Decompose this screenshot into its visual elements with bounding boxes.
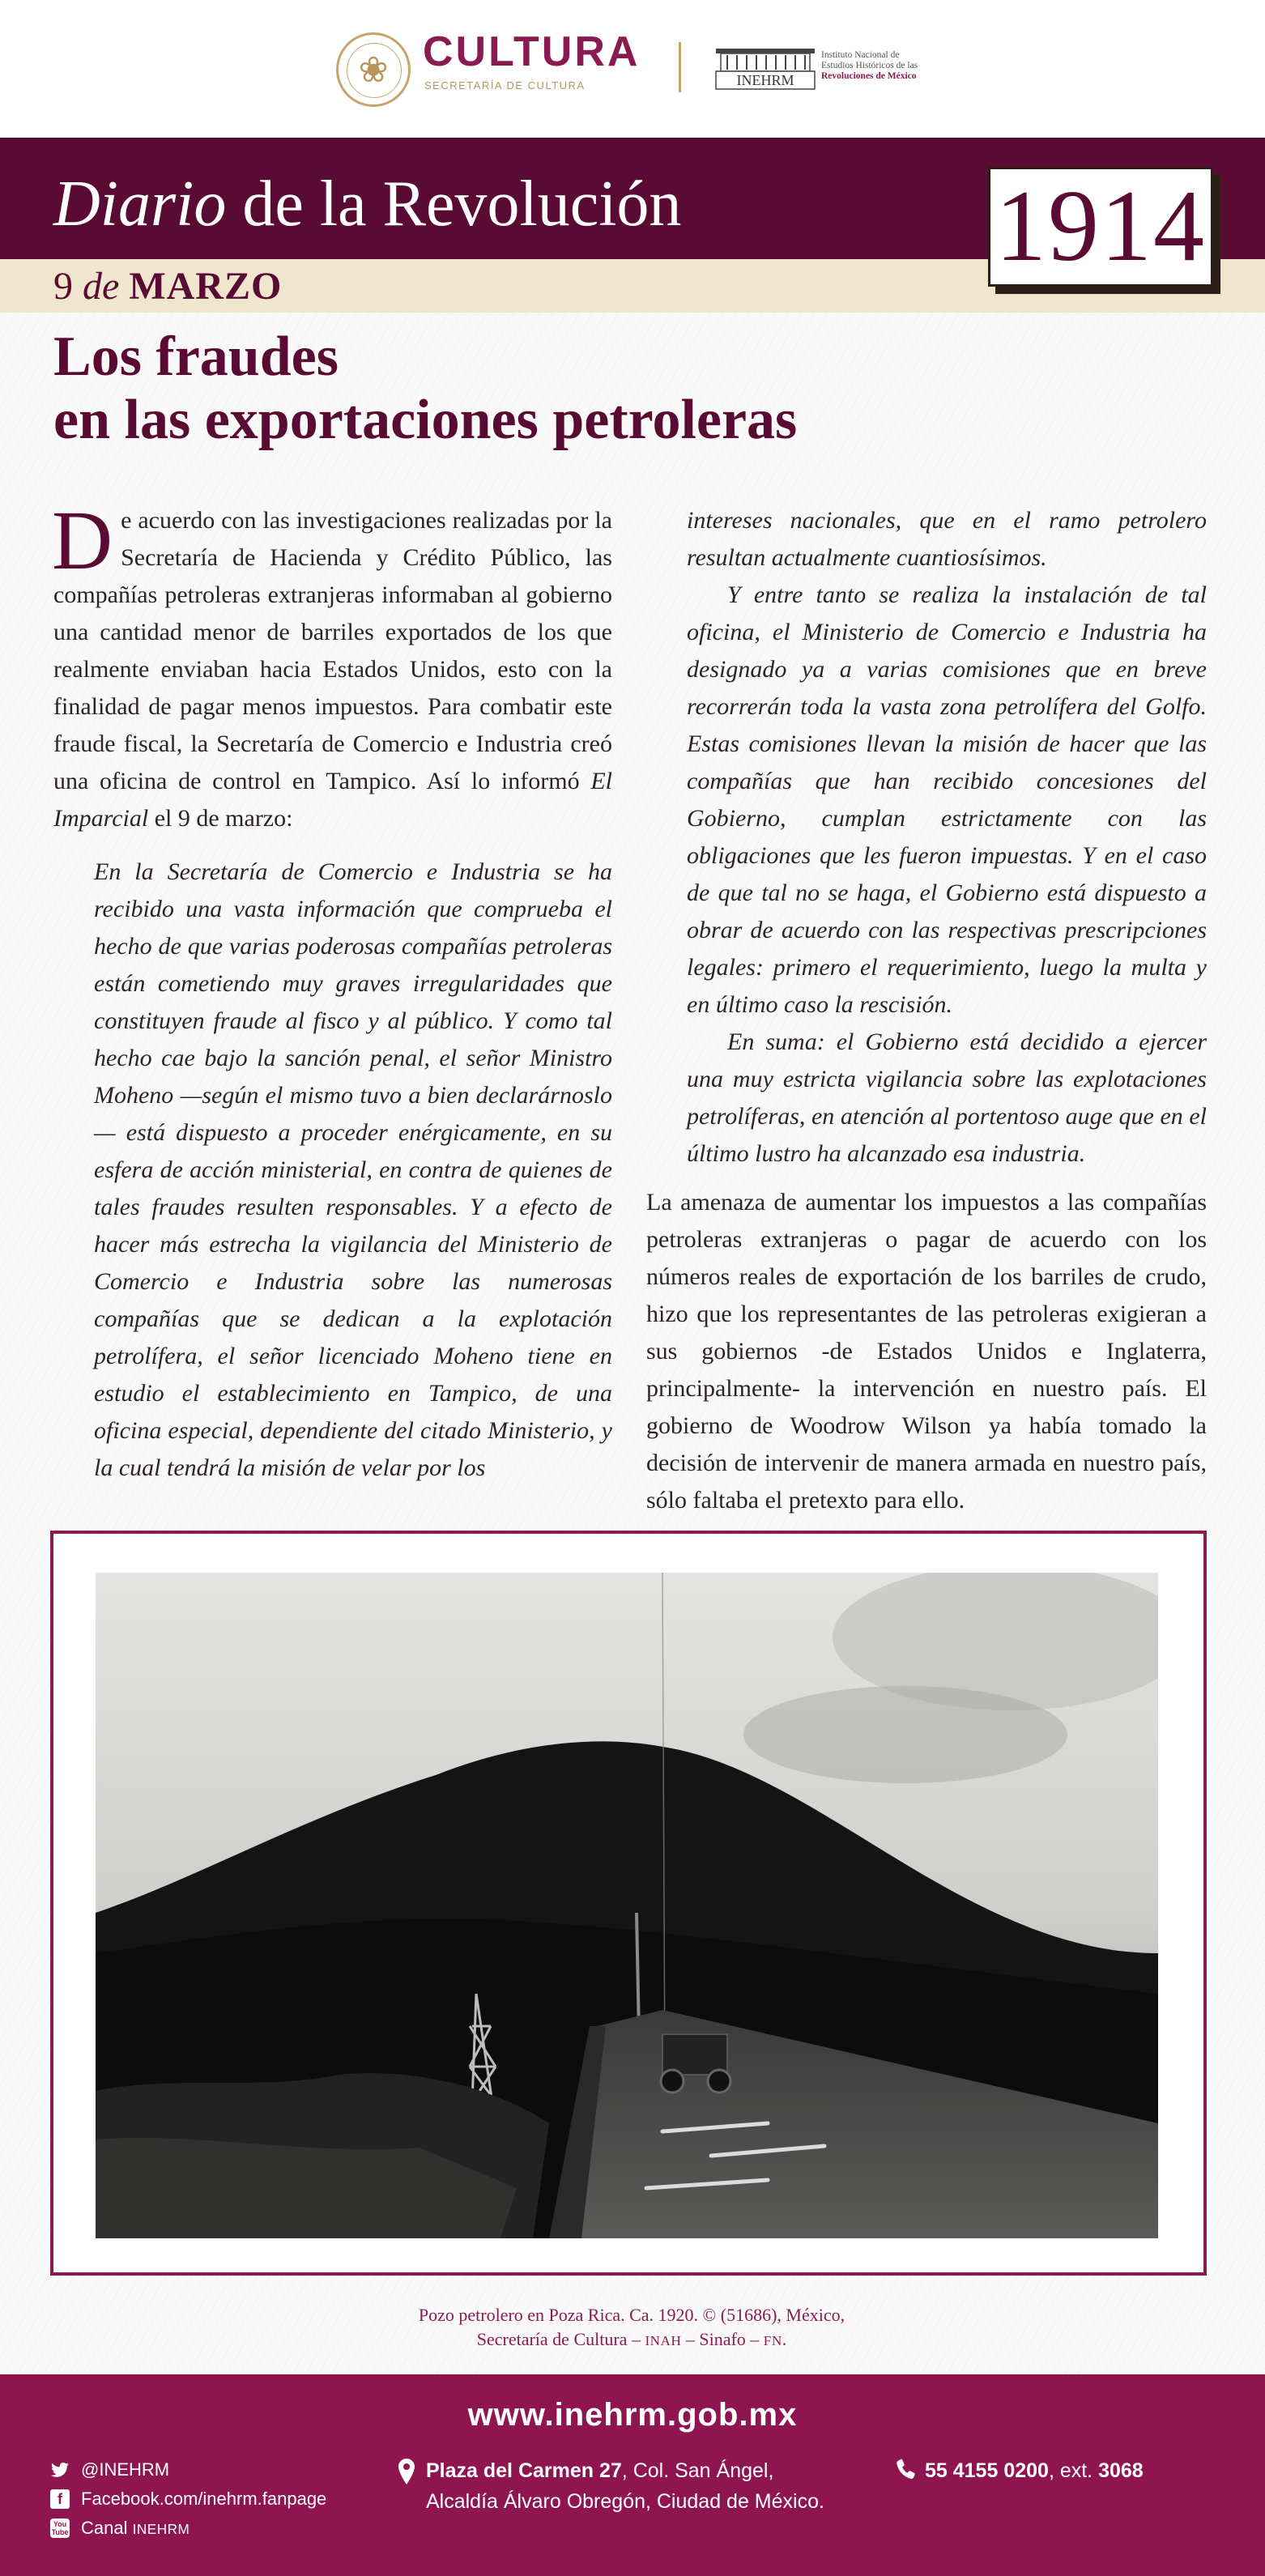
year-badge: 1914	[988, 167, 1213, 287]
quote-paragraph: Y entre tanto se realiza la instalación de tal oficina, el Ministerio de Comercio e Industria ha designado ya a varias comisiones que en breve recorrerán toda la vasta zona petrolífera del Golfo. Estas comisiones llevan la misión de hacer que las compañías que han recibido concesiones del Gobierno, cumplan estrictamente con las obligaciones que les fueron impuestas. Y en el caso de que tal no se haga, el Gobierno está dispuesto a obrar de acuerdo con las respectivas prescripciones legales: primero el requerimiento, luego la multa y en último caso la rescisión.	[687, 581, 1207, 1018]
facebook-link[interactable]: f Facebook.com/inehrm.fanpage	[50, 2484, 326, 2514]
logo-header	[0, 0, 1265, 138]
quote-paragraph: En la Secretaría de Comercio e Industria se ha recibido una vasta información que comprueba el hecho de que varias poderosas compañías petroleras están cometiendo muy graves irregularidades que constituyen fraude al fisco y al público. Y como tal hecho cae bajo la sanción penal, el señor Ministro Moheno —según el mismo tuvo a bien declarárnoslo— está dispuesto a proceder enérgicamente, en su esfera de acción ministerial, en contra de quienes de tales fraudes resulten responsables. Y a efecto de hacer más estrecha la vigilancia del Ministerio de Comercio e Industria sobre las numerosas compañías que se dedican a la explotación petrolífera, el señor licenciado Moheno tiene en estudio el establecimiento en Tampico, de una oficina especial, dependiente del citado Ministerio, y la cual tendrá la misión de velar por los	[94, 858, 612, 1481]
national-seal-icon: ❀	[336, 32, 411, 107]
svg-text:INEHRM: INEHRM	[736, 72, 794, 88]
quote-paragraph: En suma: el Gobierno está decidido a ejercer una muy estricta vigilancia sobre las explotaciones petrolíferas, en atención al portentoso auge que en el último lustro ha alcanzado esa industria.	[687, 1028, 1207, 1167]
diario-title: Diario de la Revolución	[53, 168, 682, 240]
location-pin-icon	[398, 2459, 415, 2484]
website-link[interactable]: www.inehrm.gob.mx	[467, 2397, 798, 2433]
inehrm-logo-text: Instituto Nacional de Estudios Históricos de las Revoluciones de México	[821, 50, 918, 81]
twitter-bird-icon	[50, 2460, 70, 2480]
article-headline: Los fraudes en las exportaciones petroleras	[53, 326, 798, 451]
phone-icon	[896, 2459, 915, 2481]
footer	[0, 2374, 1265, 2576]
quote-paragraph: intereses nacionales, que en el ramo petrolero resultan actualmente cuantiosísimos.	[687, 507, 1207, 571]
photo-caption: Pozo petrolero en Poza Rica. Ca. 1920. © (51686), México, Secretaría de Cultura – INAH – Sinafo – FN.	[418, 2305, 845, 2349]
phone-number[interactable]: 55 4155 0200, ext. 3068	[925, 2455, 1144, 2486]
article-column-right	[646, 502, 1207, 1519]
oil-well-photo	[96, 1573, 1158, 2238]
intro-paragraph: De acuerdo con las investigaciones realizadas por la Secretaría de Hacienda y Crédito Público, las compañías petroleras extranjeras informaban al gobierno una cantidad menor de barriles exportados de los que realmente enviaban hacia Estados Unidos, esto con la finalidad de pagar menos impuestos. Para combatir este fraude fiscal, la Secretaría de Comercio e Industria creó una oficina de control en Tampico. Así lo informó El Imparcial el 9 de marzo:	[52, 494, 612, 832]
cultura-logo-text: CULTURA	[423, 28, 641, 75]
closing-paragraph: La amenaza de aumentar los impuestos a las compañías petroleras extranjeras o pagar de acuerdo con los números reales de exportación de los barriles de crudo, hizo que los representantes de las petroleras exigieran a sus gobiernos -de Estados Unidos e Inglaterra, principalmente- la intervención en nuestro país. El gobierno de Woodrow Wilson ya había tomado la decisión de intervenir de manera armada en nuestro país, sólo faltaba el pretexto para ello.	[646, 1189, 1207, 1514]
drop-cap: D	[52, 494, 113, 587]
facebook-icon: f	[50, 2489, 70, 2509]
cultura-logo-subtitle: SECRETARÍA DE CULTURA	[424, 79, 586, 92]
date-label: 9 de MARZO	[53, 265, 283, 308]
youtube-link[interactable]: You Tube Canal INEHRM	[51, 2517, 190, 2538]
logo-divider	[679, 42, 681, 92]
twitter-link[interactable]: @INEHRM	[50, 2455, 326, 2484]
article-column-left	[52, 494, 612, 1487]
youtube-icon: You Tube	[51, 2520, 69, 2536]
address: Plaza del Carmen 27, Col. San Ángel, Alcaldía Álvaro Obregón, Ciudad de México.	[426, 2455, 824, 2517]
inehrm-building-icon	[714, 44, 816, 91]
social-links	[50, 2455, 326, 2543]
